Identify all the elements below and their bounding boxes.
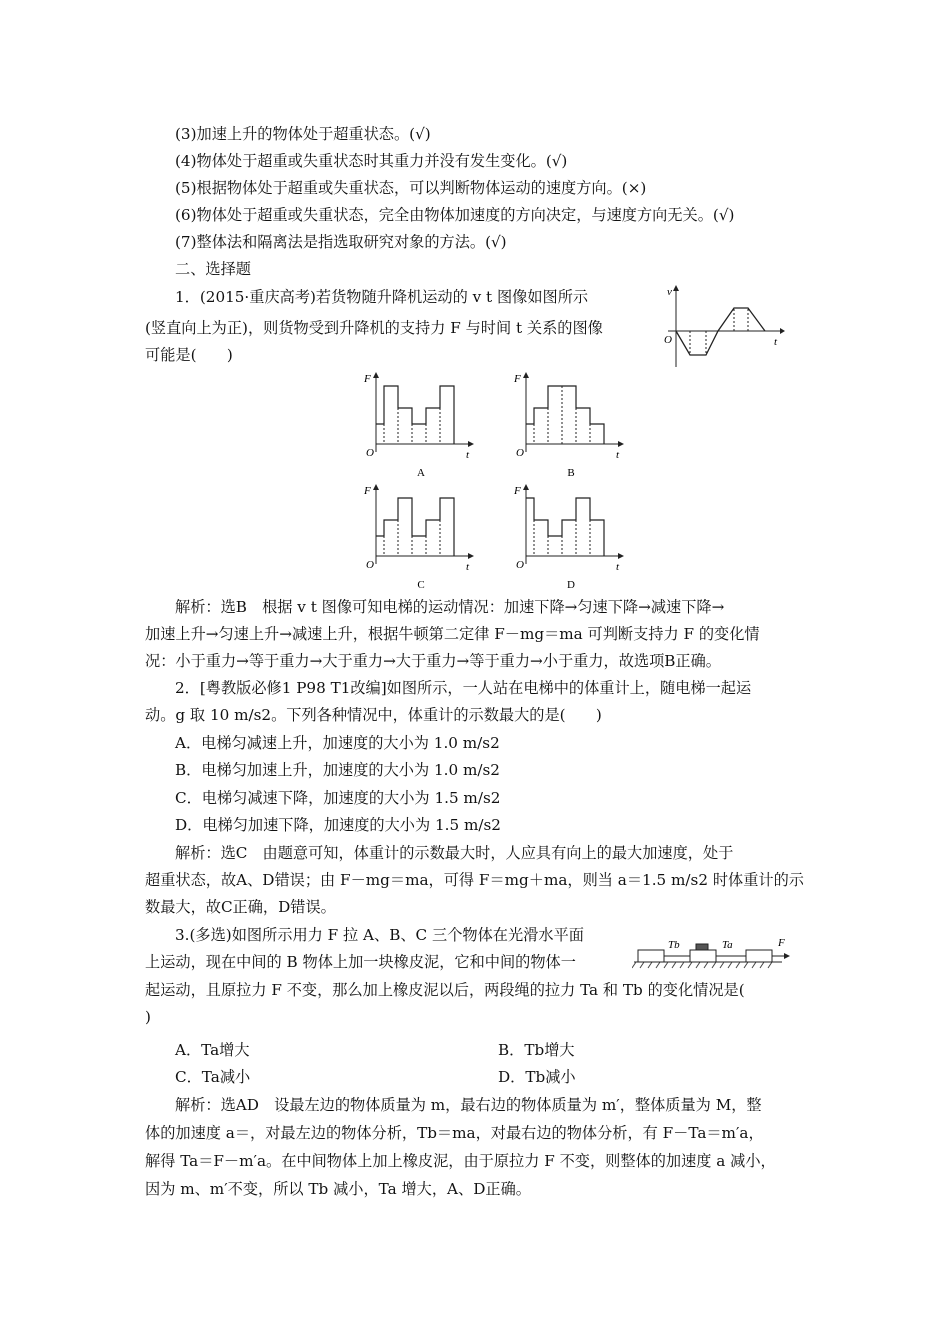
svg-text:O: O	[366, 559, 374, 571]
svg-text:t: t	[616, 449, 620, 461]
q3-solution-4: 因为 m、m′不变，所以 Tb 减小，Ta 增大，A、D正确。	[145, 1180, 531, 1198]
svg-text:t: t	[466, 449, 470, 461]
q1-line-1: 1．(2015·重庆高考)若货物随升降机运动的 v t 图像如图所示	[175, 288, 589, 306]
tb-label: Tb	[668, 939, 680, 951]
option-graph-c	[362, 482, 482, 597]
q2-solution-1: 解析：选C 由题意可知，体重计的示数最大时，人应具有向上的最大加速度，处于	[175, 844, 734, 862]
f-label: F	[778, 937, 785, 949]
q1-solution-1: 解析：选B 根据 v t 图像可知电梯的运动情况：加速下降→匀速下降→减速下降→	[175, 598, 725, 616]
svg-text:O: O	[516, 447, 524, 459]
q3-option-b: B．Tb增大	[498, 1041, 575, 1059]
judgment-4: (4)物体处于超重或失重状态时其重力并没有发生变化。(√)	[175, 152, 568, 170]
q2-option-b: B．电梯匀加速上升，加速度的大小为 1.0 m/s2	[175, 761, 500, 779]
origin-label: O	[664, 334, 672, 346]
option-graph-a	[362, 370, 482, 485]
q1-line-2: (竖直向上为正)，则货物受到升降机的支持力 F 与时间 t 关系的图像	[145, 319, 603, 337]
option-c-label: C	[417, 579, 425, 591]
ta-label: Ta	[722, 939, 733, 951]
svg-text:F: F	[514, 485, 521, 497]
q3-solution-3: 解得 Ta＝F－m′a。在中间物体上加上橡皮泥，由于原拉力 F 不变，则整体的加速度 a 减小，	[145, 1152, 776, 1170]
q3-line-4: )	[145, 1008, 151, 1026]
svg-text:O: O	[516, 559, 524, 571]
option-graph-d	[512, 482, 632, 597]
section-title: 二、选择题	[175, 260, 251, 278]
q1-line-3: 可能是( )	[145, 346, 233, 364]
svg-text:t: t	[616, 561, 620, 573]
q1-solution-2: 加速上升→匀速上升→减速上升，根据牛顿第二定律 F－mg＝ma 可判断支持力 F 的变化情	[145, 625, 760, 643]
q2-line-2: 动。g 取 10 m/s2。下列各种情况中，体重计的示数最大的是( )	[145, 706, 602, 724]
q1-solution-3: 况：小于重力→等于重力→大于重力→大于重力→等于重力→小于重力，故选项B正确。	[145, 652, 721, 670]
option-graph-b	[512, 370, 632, 485]
option-d-label: D	[567, 579, 575, 591]
svg-text:F: F	[364, 373, 371, 385]
q2-option-a: A．电梯匀减速上升，加速度的大小为 1.0 m/s2	[175, 734, 500, 752]
q2-option-d: D．电梯匀加速下降，加速度的大小为 1.5 m/s2	[175, 816, 501, 834]
option-a-label: A	[417, 467, 425, 479]
q2-line-1: 2．[粤教版必修1 P98 T1改编]如图所示，一人站在电梯中的体重计上，随电梯一起运	[175, 679, 752, 697]
q3-solution-1: 解析：选AD 设最左边的物体质量为 m，最右边的物体质量为 m′，整体质量为 M，整	[175, 1096, 762, 1114]
vt-graph	[660, 283, 785, 369]
blocks-figure	[632, 928, 792, 972]
q3-option-a: A．Ta增大	[175, 1041, 250, 1059]
q2-solution-3: 数最大，故C正确，D错误。	[145, 898, 336, 916]
option-b-label: B	[567, 467, 575, 479]
judgment-3: (3)加速上升的物体处于超重状态。(√)	[175, 125, 431, 143]
svg-text:F: F	[364, 485, 371, 497]
q3-solution-2: 体的加速度 a＝，对最左边的物体分析，Tb＝ma，对最右边的物体分析，有 F－Ta＝m′a，	[145, 1124, 764, 1142]
q3-line-3: 起运动，且原拉力 F 不变，那么加上橡皮泥以后，两段绳的拉力 Ta 和 Tb 的变化情况是(	[145, 981, 745, 999]
svg-text:t: t	[466, 561, 470, 573]
judgment-7: (7)整体法和隔离法是指选取研究对象的方法。(√)	[175, 233, 507, 251]
q2-solution-2: 超重状态，故A、D错误；由 F－mg＝ma，可得 F＝mg＋ma，则当 a＝1.5 m/s2 时体重计的示	[145, 871, 804, 889]
t-axis-label: t	[774, 336, 778, 348]
q3-line-1: 3.(多选)如图所示用力 F 拉 A、B、C 三个物体在光滑水平面	[175, 926, 584, 944]
v-axis-label: v	[667, 286, 672, 298]
judgment-5: (5)根据物体处于超重或失重状态，可以判断物体运动的速度方向。(×)	[175, 179, 647, 197]
q2-option-c: C．电梯匀减速下降，加速度的大小为 1.5 m/s2	[175, 789, 501, 807]
q3-line-2: 上运动，现在中间的 B 物体上加一块橡皮泥，它和中间的物体一	[145, 953, 576, 971]
q3-option-c: C．Ta减小	[175, 1068, 251, 1086]
judgment-6: (6)物体处于超重或失重状态，完全由物体加速度的方向决定，与速度方向无关。(√)	[175, 206, 735, 224]
q3-option-d: D．Tb减小	[498, 1068, 576, 1086]
svg-text:O: O	[366, 447, 374, 459]
svg-text:F: F	[514, 373, 521, 385]
